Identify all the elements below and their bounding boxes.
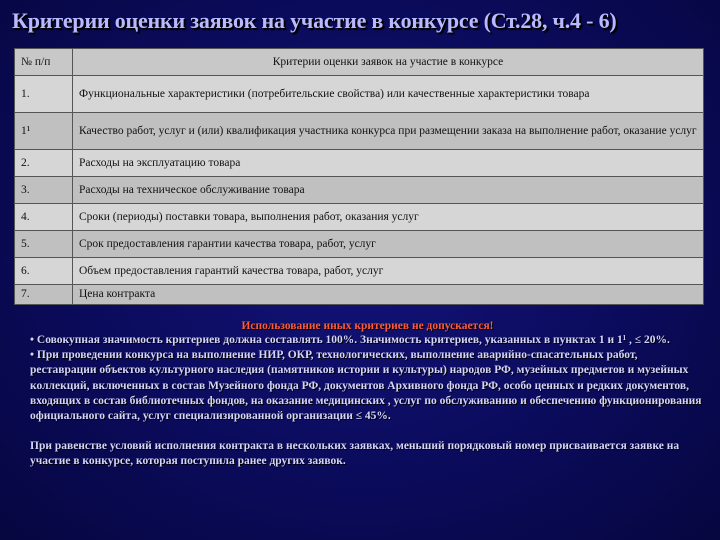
header-num-cell: № п/п	[15, 49, 73, 76]
table-row	[15, 76, 704, 113]
warning-text: Использование иных критериев не допускается!	[241, 320, 494, 332]
spacer	[30, 424, 705, 439]
slide-title: Критерии оценки заявок на участие в конкурсе (Ст.28, ч.4 - 6)	[12, 8, 617, 33]
table-row	[15, 285, 704, 305]
row-text-cell: Расходы на эксплуатацию товара	[73, 150, 704, 177]
row-num-cell: 1¹	[15, 113, 73, 150]
row-num-cell: 6.	[15, 258, 73, 285]
table-row	[15, 150, 704, 177]
header-criterion-cell: Критерии оценки заявок на участие в конкурсе	[73, 49, 704, 76]
table-row	[15, 177, 704, 204]
row-num-cell: 3.	[15, 177, 73, 204]
bullet-special-cases: • При проведении конкурса на выполнение НИР, ОКР, технологических, выполнение аварийно-спасательных работ, реставрации объектов культурного наследия (памятников истории и культуры) народов РФ, музейных предметов и музейных коллекций, включенных в состав Музейного фонда РФ, документов Архивного фонда РФ, особо ценных и редких документов, входящих в состав библиотечных фондов, на оказание медицинских , услуг по обслуживанию и обеспечению функционирования официального сайта, услуг специализированной организации ≤ 45%.	[30, 349, 702, 423]
row-num-cell: 5.	[15, 231, 73, 258]
final-note: При равенстве условий исполнения контракта в нескольких заявках, меньший порядковый номер присваивается заявке на участие в конкурсе, которая поступила ранее других заявок.	[30, 440, 680, 468]
row-text-cell: Сроки (периоды) поставки товара, выполнения работ, оказания услуг	[73, 204, 704, 231]
table-header-row	[15, 49, 704, 76]
table-row	[15, 231, 704, 258]
row-text-cell: Расходы на техническое обслуживание товара	[73, 177, 704, 204]
row-text-cell: Функциональные характеристики (потребительские свойства) или качественные характеристики товара	[73, 76, 704, 113]
table-row	[15, 258, 704, 285]
row-num-cell: 1.	[15, 76, 73, 113]
row-text-cell: Объем предоставления гарантий качества товара, работ, услуг	[73, 258, 704, 285]
row-num-cell: 2.	[15, 150, 73, 177]
table-row	[15, 113, 704, 150]
notes-block	[30, 320, 705, 470]
row-text-cell: Цена контракта	[73, 285, 704, 305]
bullet-total-weight: • Совокупная значимость критериев должна составлять 100%. Значимость критериев, указанных в пунктах 1 и 1¹ , ≤ 20%.	[30, 334, 670, 346]
row-text-cell: Качество работ, услуг и (или) квалификация участника конкурса при размещении заказа на выполнение работ, оказание услуг	[73, 113, 704, 150]
table-row	[15, 204, 704, 231]
row-text-cell: Срок предоставления гарантии качества товара, работ, услуг	[73, 231, 704, 258]
row-num-cell: 7.	[15, 285, 73, 305]
row-num-cell: 4.	[15, 204, 73, 231]
criteria-table	[14, 48, 704, 305]
